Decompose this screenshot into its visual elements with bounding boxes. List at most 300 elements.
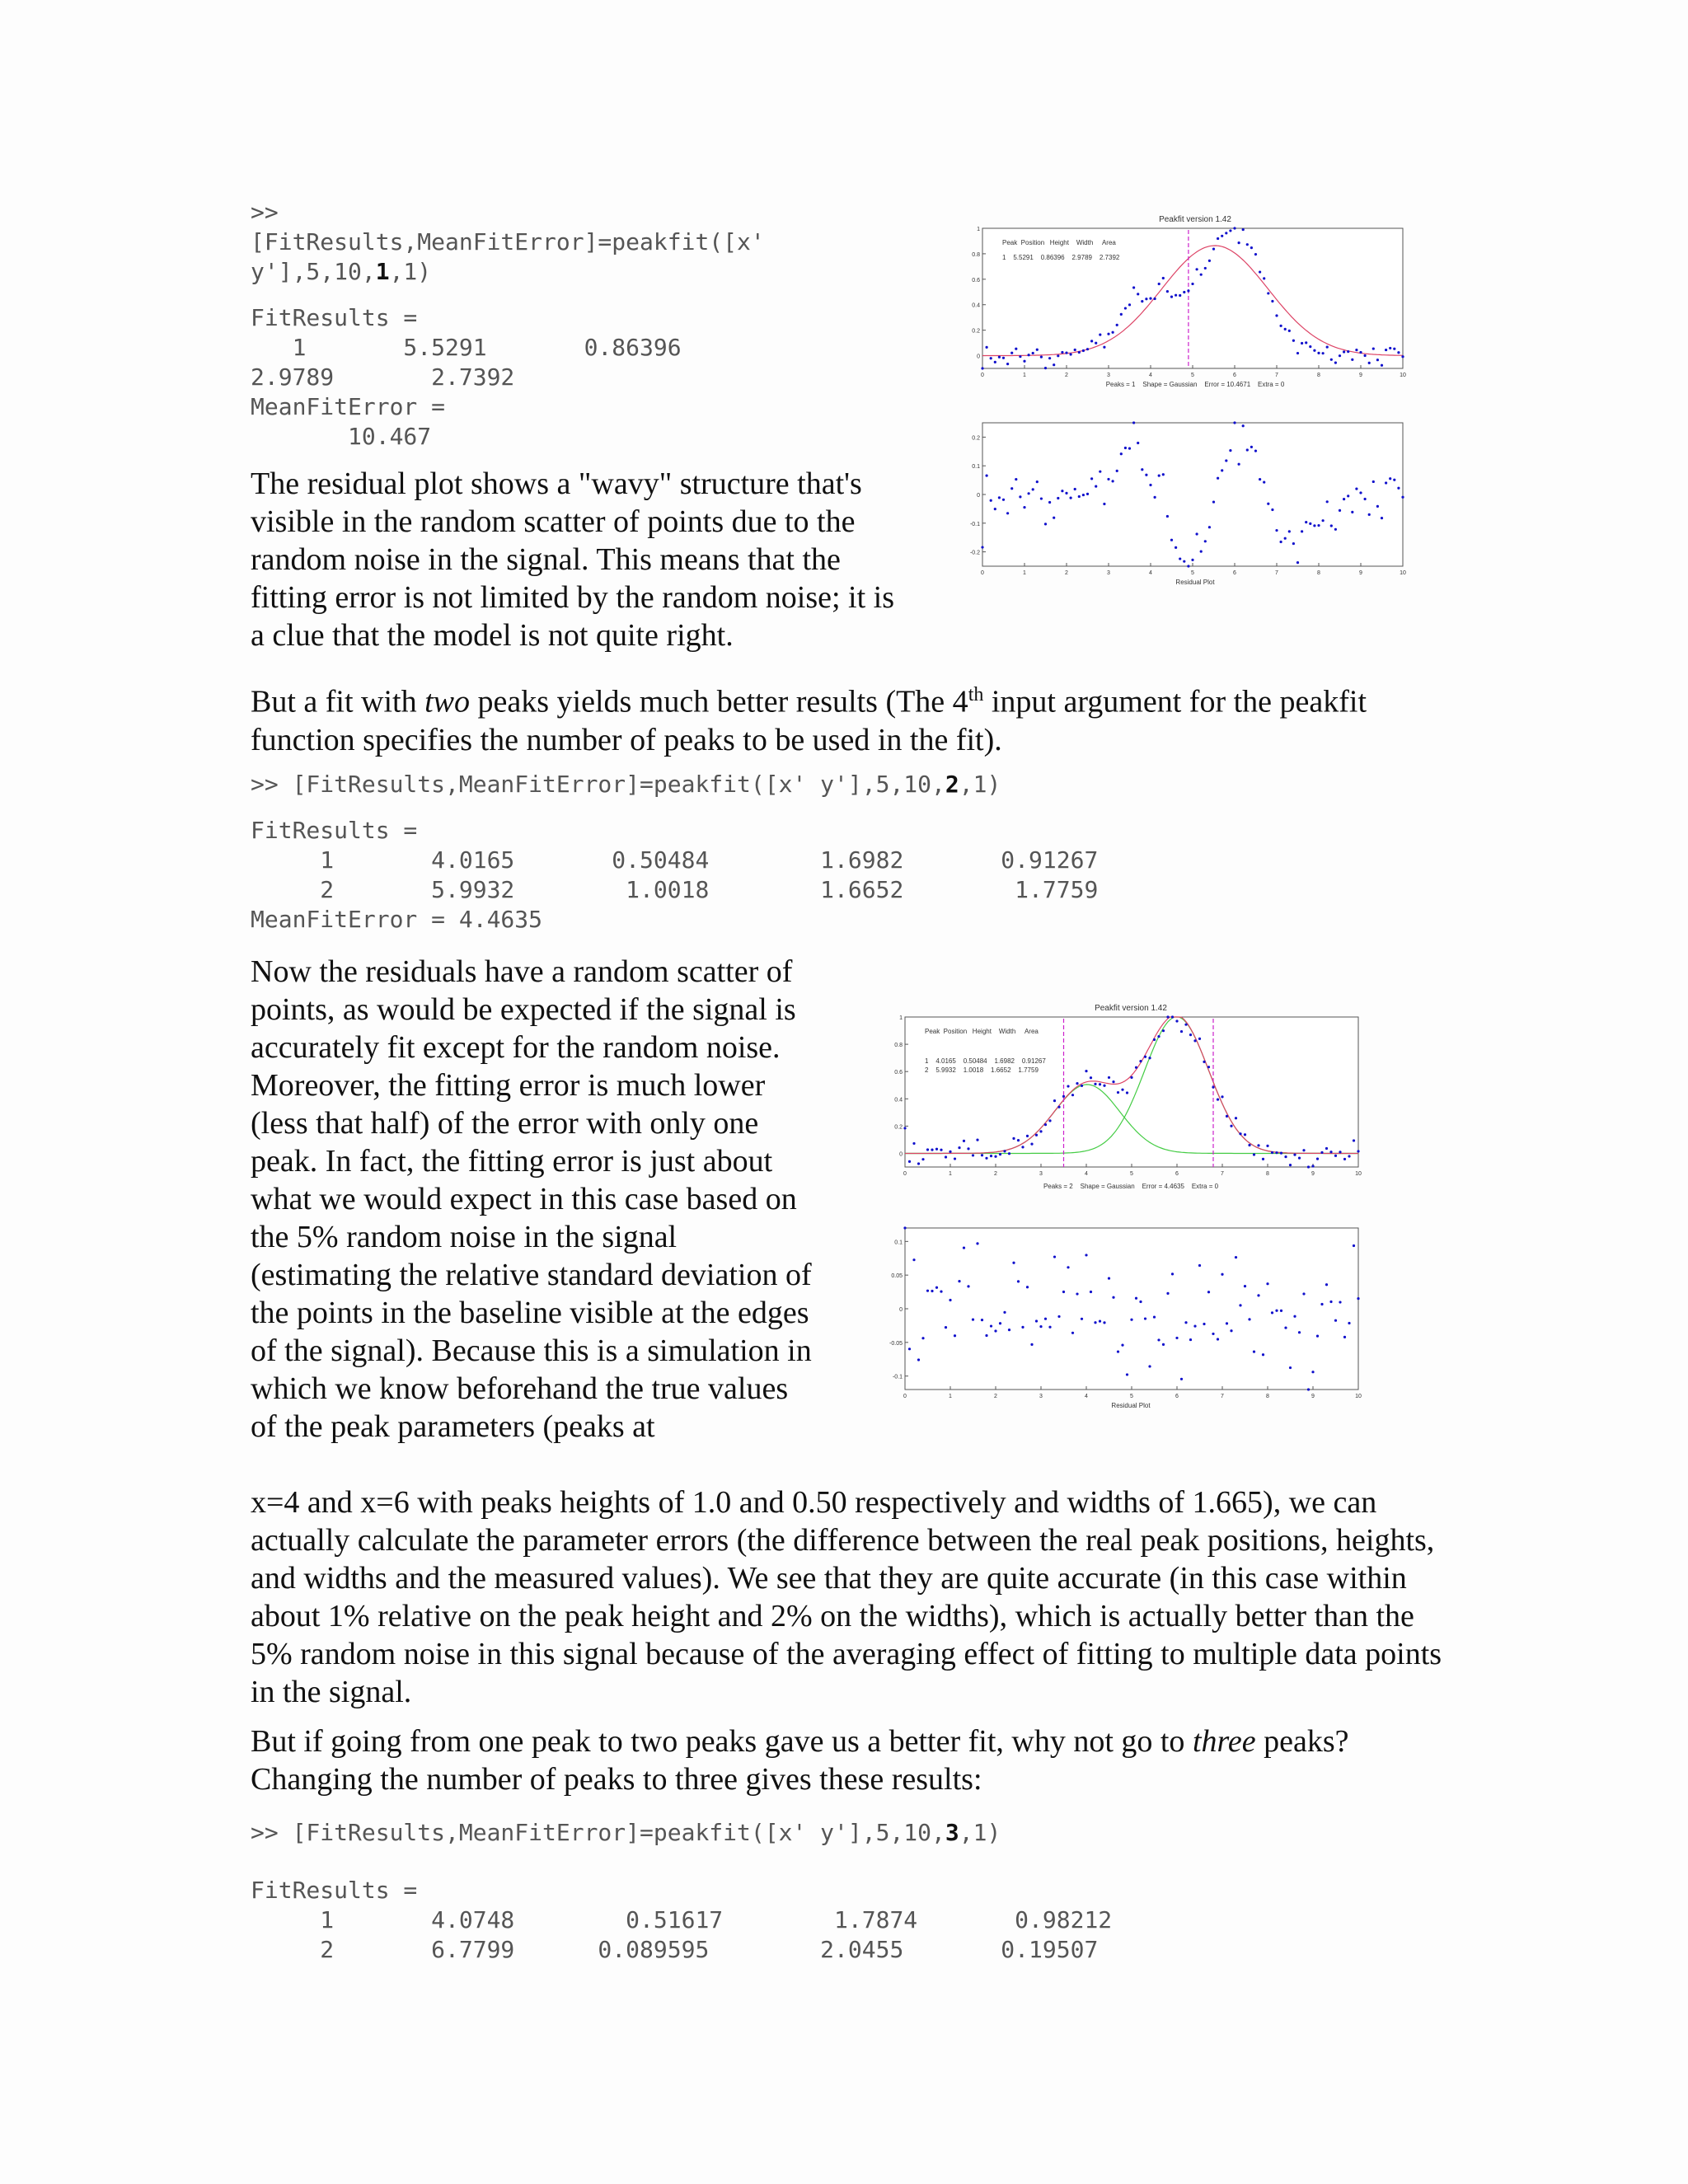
x-tick-label: 1 <box>1023 373 1026 378</box>
fig1-residual-point <box>1006 512 1009 514</box>
fig2-residual-point <box>1217 1338 1219 1340</box>
fig2-residual-point <box>1180 1378 1183 1380</box>
fig1-data-point <box>1322 352 1325 354</box>
fig2-data-point <box>1271 1151 1273 1154</box>
para4-a: But if going from one peak to two peaks gave us a better fit, why not go to <box>251 1724 1193 1759</box>
fig1-data-point <box>1065 352 1067 354</box>
fig1-data-point <box>1149 298 1151 300</box>
fig2-residual-point <box>981 1319 983 1321</box>
fig1-table-header: Peak Position Height Width Area <box>1002 239 1116 246</box>
fig2-residual-point <box>1108 1277 1110 1280</box>
fig1-data-point <box>1048 357 1051 359</box>
x-tick-label: 3 <box>1107 570 1110 576</box>
fig2-residual-label: Residual Plot <box>1111 1402 1151 1409</box>
y-tick-label: 0.4 <box>972 302 980 309</box>
fig2-data-point <box>1153 1038 1156 1041</box>
fig1-residual-point <box>1158 474 1160 476</box>
fig2-data-point <box>1298 1157 1301 1160</box>
res2-block <box>251 816 1098 935</box>
x-tick-label: 0 <box>903 1171 907 1177</box>
fig2-residual-point <box>1081 1318 1083 1320</box>
fig1-data-point <box>1191 283 1193 285</box>
fig1-residual-point <box>1221 469 1223 471</box>
fig1-residual-point <box>1292 542 1295 545</box>
y-tick-label: 0.2 <box>972 435 980 442</box>
fig1-residual-point <box>1154 496 1156 499</box>
fig1-data-point <box>1330 359 1333 361</box>
fig2-top-frame <box>905 1017 1358 1167</box>
fig2-residual-point <box>1135 1297 1137 1300</box>
x-tick-label: 1 <box>1023 570 1026 576</box>
fig2-data-point <box>1099 1083 1101 1085</box>
fig2-data-point <box>1103 1085 1105 1087</box>
fig2-data-point <box>1357 1150 1359 1152</box>
fig1-residual-point <box>1284 537 1287 540</box>
fig1-residual-point <box>1351 511 1353 513</box>
fig1-residual-point <box>1242 424 1245 427</box>
res2-mfe: MeanFitError = 4.4635 <box>251 906 543 933</box>
fig1-data-point <box>1070 353 1072 355</box>
fig1-residual-point <box>1170 539 1173 541</box>
fig2-residual-point <box>1162 1343 1165 1346</box>
fig1-data-point <box>1010 352 1013 354</box>
fig1-data-point <box>1393 348 1395 350</box>
fig1-data-point <box>1229 229 1231 232</box>
fig1-residual-point <box>1271 509 1273 511</box>
fig1-data-point <box>1208 260 1211 262</box>
fig2-data-point <box>1071 1094 1074 1096</box>
fig2-residual-point <box>1021 1326 1024 1329</box>
fig1-residual-point <box>1191 559 1193 561</box>
fig1-data-point <box>1301 342 1303 344</box>
fig1-residual-point <box>1015 478 1017 480</box>
fig1-residual-point <box>1225 459 1227 462</box>
fig2-data-point <box>976 1139 978 1141</box>
fig2-data-point <box>1280 1152 1282 1155</box>
fig1-data-point <box>1263 277 1265 279</box>
fig1-residual-point <box>1317 524 1320 527</box>
x-tick-label: 6 <box>1233 373 1236 378</box>
fig1-residual-point <box>1040 497 1043 499</box>
fig1-residual-point <box>1233 421 1236 424</box>
fig1-residual-point <box>1359 491 1362 494</box>
res3-block <box>251 1876 1112 1965</box>
fig1-residual-point <box>1275 529 1278 532</box>
x-tick-label: 7 <box>1221 1394 1224 1399</box>
fig1-residual-point <box>1162 473 1165 476</box>
y-tick-label: 0.8 <box>894 1043 903 1049</box>
y-tick-label: 0 <box>899 1307 903 1313</box>
fig1-residual-point <box>1326 500 1329 503</box>
x-tick-label: 6 <box>1175 1394 1179 1399</box>
fig1-data-point <box>1233 227 1236 229</box>
fig2-data-point <box>917 1162 920 1165</box>
fig2-res-frame <box>905 1228 1358 1390</box>
fig2-residual-point <box>1157 1338 1160 1341</box>
fig2-residual-point <box>1244 1285 1246 1287</box>
fig2-data-point <box>1021 1146 1024 1148</box>
fig2-residual-point <box>1121 1344 1123 1347</box>
fig2-residual-point <box>935 1286 938 1289</box>
fig2-residual-point <box>1112 1296 1114 1299</box>
res3-row-1: 1 4.0748 0.51617 1.7874 0.98212 <box>251 1906 1113 1933</box>
fig2-residual-point <box>1189 1338 1192 1341</box>
fig2-data-point <box>1302 1149 1305 1151</box>
cmd3-post: ,1) <box>959 1819 1001 1846</box>
fig2-residual-point <box>976 1242 978 1244</box>
fig2-data-point <box>1257 1144 1259 1146</box>
fig1-data-point <box>1196 268 1198 270</box>
res3-label: FitResults = <box>251 1877 418 1904</box>
fig2-data-point <box>1030 1142 1033 1145</box>
fig1-residual-point <box>1280 541 1282 543</box>
fig2-residual-point <box>1348 1322 1350 1324</box>
fig2-residual-point <box>1003 1311 1006 1314</box>
fig1-residual-point <box>1053 517 1055 519</box>
x-tick-label: 8 <box>1266 1171 1269 1177</box>
x-tick-label: 0 <box>903 1394 907 1399</box>
fig2-residual-point <box>1053 1255 1056 1258</box>
fig1-residual-point <box>1263 480 1265 483</box>
fig2-data-point <box>1329 1151 1332 1153</box>
fig2-data-point <box>1166 1015 1169 1018</box>
fig2-residual-point <box>1316 1335 1319 1338</box>
cmd1-peaks-arg: 1 <box>375 258 390 285</box>
fig2-data-point <box>1316 1158 1319 1160</box>
x-tick-label: 4 <box>1085 1394 1088 1399</box>
res3-row-2: 2 6.7799 0.089595 2.0455 0.19507 <box>251 1936 1099 1963</box>
fig1-data-point <box>1132 286 1135 288</box>
fig2-data-point <box>1226 1115 1228 1118</box>
fig1-data-point <box>1120 313 1123 316</box>
fig1-data-point <box>1154 298 1156 300</box>
x-tick-label: 7 <box>1221 1171 1224 1177</box>
fig1-data-point <box>1028 354 1030 356</box>
fig1-residual-point <box>1217 477 1219 480</box>
fig1-data-point <box>990 357 992 359</box>
fig2-residual-point <box>1334 1319 1337 1322</box>
fig1-data-point <box>1103 346 1105 349</box>
fig1-data-point <box>1032 352 1034 354</box>
fig2-residual-point <box>1126 1373 1128 1376</box>
fig1-data-point <box>1225 232 1227 234</box>
fig1-residual-point <box>1090 477 1093 480</box>
fig1-data-point <box>1343 350 1345 353</box>
fig1-residual-point <box>1061 490 1063 492</box>
fig2-residual-point <box>1166 1292 1169 1295</box>
para2-sup: th <box>968 684 984 705</box>
fig1-data-point <box>1364 354 1367 357</box>
fig1-residual-point <box>1254 450 1257 452</box>
para2-c: peaks yields much better results (The 4 <box>470 684 968 719</box>
fig2-residual-point <box>1230 1329 1232 1332</box>
fig1-residual-point <box>1032 488 1034 490</box>
fig1-residual-point <box>1355 488 1357 490</box>
x-tick-label: 6 <box>1233 570 1236 576</box>
fig1-data-point <box>1372 347 1375 349</box>
cmd2-pre: >> [FitResults,MeanFitError]=peakfit([x' y'],5,10, <box>251 771 945 798</box>
fig2-data-point <box>1085 1070 1087 1072</box>
x-tick-label: 0 <box>981 373 984 378</box>
y-tick-label: 1 <box>977 227 980 232</box>
fig1-data-point <box>1166 290 1169 293</box>
cmd3 <box>251 1818 1001 1848</box>
fig2-residual-point <box>1012 1262 1015 1264</box>
fig1-data-point <box>1238 241 1240 244</box>
fig2-status: Peaks = 2 Shape = Gaussian Error = 4.4635 Extra = 0 <box>1043 1183 1219 1190</box>
fig1-data-point <box>1015 348 1017 350</box>
fig2-residual-point <box>1307 1388 1310 1390</box>
fig1-residual-point <box>1288 530 1291 532</box>
res2-label: FitResults = <box>251 817 418 844</box>
fig2-data-point <box>908 1160 911 1163</box>
fig2-data-point <box>1189 1033 1192 1036</box>
fig1-residual-point <box>1330 524 1333 527</box>
para2 <box>251 676 1454 759</box>
y-tick-label: -0.05 <box>889 1340 903 1347</box>
x-tick-label: 2 <box>1065 570 1068 576</box>
y-tick-label: -0.1 <box>892 1374 903 1380</box>
fig1-data-point <box>1401 355 1404 358</box>
x-tick-label: 5 <box>1130 1171 1133 1177</box>
x-tick-label: 10 <box>1400 570 1406 576</box>
fig1-data-point <box>1397 351 1400 354</box>
fig1-residual-point <box>1187 565 1189 567</box>
fig1-residual-point <box>1112 480 1114 482</box>
cmd3-pre: >> [FitResults,MeanFitError]=peakfit([x' y'],5,10, <box>251 1819 945 1846</box>
fig1-residual-point <box>1385 481 1387 484</box>
fig1-data-point <box>1204 267 1207 269</box>
fig2-data-point <box>1044 1123 1047 1126</box>
fig1-residual-point <box>1381 517 1383 519</box>
fig1-residual-point <box>1322 519 1325 522</box>
fig1-residual-point <box>1372 480 1375 483</box>
fig2-data-point <box>1053 1099 1056 1102</box>
fig2-residual-point <box>985 1334 987 1337</box>
fig1-data-point <box>1305 341 1307 344</box>
fig1-residual-point <box>1267 503 1269 505</box>
x-tick-label: 9 <box>1359 570 1362 576</box>
fig1-data-point <box>1242 228 1245 231</box>
fig2-data-point <box>1339 1151 1341 1153</box>
fig2-residual-point <box>1298 1331 1301 1333</box>
fig1-data-point <box>986 346 988 349</box>
fig2-data-point <box>1090 1076 1092 1079</box>
fig2-data-point <box>967 1147 969 1150</box>
fig2-residual-point <box>1008 1329 1010 1331</box>
fig2-table-header: Peak Position Height Width Area <box>925 1028 1039 1035</box>
y-tick-label: 0.05 <box>891 1273 903 1280</box>
cmd1-line2-post: ,1) <box>389 258 432 285</box>
x-tick-label: 3 <box>1039 1171 1043 1177</box>
fig2-residual-point <box>1262 1353 1264 1356</box>
fig2-data-point <box>1135 1066 1137 1069</box>
fig2-residual-point <box>1026 1286 1029 1288</box>
fig2-data-point <box>1353 1139 1355 1141</box>
fig2-data-point <box>1184 1024 1187 1026</box>
fig1-data-point <box>1212 247 1215 250</box>
fig1-data-point <box>1006 363 1009 365</box>
y-tick-label: 0.8 <box>972 251 980 258</box>
fig1-data-point <box>1095 342 1097 344</box>
y-tick-label: 0.1 <box>972 464 980 471</box>
fig2-data-point <box>1076 1082 1078 1085</box>
fig2-residual-point <box>1103 1321 1105 1324</box>
fig2-residual-point <box>1090 1291 1092 1293</box>
fig2-data-point <box>1094 1083 1096 1085</box>
fig1-data-point <box>998 356 1001 359</box>
fig1-data-point <box>1053 363 1055 366</box>
fig1-res-frame <box>982 423 1403 566</box>
fig2-residual-point <box>1085 1254 1087 1256</box>
fig1-residual-point <box>1246 448 1249 451</box>
fig2-data-point <box>1144 1056 1146 1058</box>
fig1-data-point <box>1078 351 1081 354</box>
fig2-data-point <box>1307 1165 1310 1168</box>
fig1-residual-point <box>1343 498 1345 500</box>
fig2-residual-point <box>908 1347 911 1350</box>
fig2-residual-point <box>1266 1282 1268 1285</box>
fig2-data-point <box>1048 1119 1051 1122</box>
fig1-residual-point <box>1364 498 1367 500</box>
fig1-data-point <box>1183 291 1185 293</box>
fig1-residual-point <box>1137 442 1139 444</box>
fig1-residual-point <box>1107 478 1109 480</box>
fig1-data-point <box>994 361 996 363</box>
fig2-data-point <box>1289 1164 1292 1166</box>
fig2-data-point <box>1248 1144 1250 1146</box>
fig2-residual-point <box>972 1319 974 1321</box>
fig2-residual-point <box>958 1280 960 1282</box>
fig1-data-point <box>1271 300 1273 302</box>
fig1-residual-point <box>1204 540 1207 542</box>
fig2-data-point <box>1003 1150 1006 1152</box>
fig1-data-point <box>1389 347 1391 349</box>
x-tick-label: 4 <box>1149 373 1152 378</box>
fig1-residual-point <box>1401 496 1404 499</box>
fig2-residual-point <box>1030 1343 1033 1346</box>
para4-c: peaks? Changing the number of peaks to three gives these results: <box>251 1724 1349 1797</box>
x-tick-label: 7 <box>1275 373 1278 378</box>
fig1-residual-point <box>1002 499 1005 501</box>
fig1-data-point <box>1057 354 1059 357</box>
cmd2 <box>251 770 1001 799</box>
fig1-data-point <box>1158 283 1160 285</box>
fig2-data-point <box>1026 1135 1029 1137</box>
fig2-data-point <box>958 1146 960 1149</box>
fig2-residual-point <box>903 1226 906 1229</box>
y-tick-label: -0.1 <box>969 521 980 527</box>
fig1-data-point <box>1267 292 1269 294</box>
fig2-data-point <box>1262 1158 1264 1160</box>
fig1-data-point <box>1292 340 1295 342</box>
cmd2-post: ,1) <box>959 771 1001 798</box>
fig2-data-point <box>1284 1155 1287 1158</box>
fig1-data-point <box>1141 300 1143 302</box>
fig1-data-point <box>1334 362 1337 364</box>
fig2-data-point <box>990 1155 992 1157</box>
fig1-residual-point <box>1238 463 1240 466</box>
fig1-residual-point <box>1296 561 1299 564</box>
y-tick-label: 0 <box>899 1151 903 1158</box>
fig2-residual-point <box>1280 1310 1282 1312</box>
cmd3-peaks-arg: 3 <box>945 1819 959 1846</box>
fig1-data-point <box>1124 307 1127 309</box>
fig2-data-point <box>994 1155 996 1158</box>
y-tick-label: 0 <box>977 354 980 360</box>
x-tick-label: 5 <box>1191 570 1194 576</box>
fig2-residual-point <box>931 1290 933 1292</box>
x-tick-label: 2 <box>994 1394 997 1399</box>
fig1-residual-point <box>1028 492 1030 494</box>
x-tick-label: 2 <box>1065 373 1068 378</box>
fig1-data-point <box>1288 330 1291 332</box>
fig2-residual-point <box>1257 1294 1259 1296</box>
fig1-residual-point <box>1250 446 1253 448</box>
fig2-residual-point <box>1062 1291 1065 1293</box>
fig1-residual-point <box>1023 506 1025 509</box>
fig1-residual-point <box>1208 526 1211 528</box>
fig2-residual-point <box>1094 1321 1096 1324</box>
res1-label: FitResults = <box>251 304 418 331</box>
fig2-data-point <box>921 1158 924 1160</box>
fig1-residual-point <box>1376 505 1379 508</box>
fig2-residual-point <box>1184 1321 1187 1324</box>
para2-emph: two <box>424 684 471 719</box>
fig1-title: Peakfit version 1.42 <box>1159 215 1231 224</box>
fig1-data-point <box>1246 243 1249 246</box>
fig1-data-point <box>1275 314 1278 316</box>
fig2-residual-point <box>1212 1333 1214 1335</box>
fig2-residual-point <box>1193 1324 1196 1327</box>
fig1-residual-label: Residual Plot <box>1175 579 1215 586</box>
fig2-residual-point <box>1248 1318 1250 1320</box>
fig2-table-row-2: 2 5.9932 1.0018 1.6652 1.7759 <box>925 1066 1039 1074</box>
fig2-residual-point <box>949 1299 951 1301</box>
fig2-residual-point <box>1148 1365 1151 1367</box>
para4-emph: three <box>1192 1724 1256 1759</box>
para1: The residual plot shows a "wavy" structure that's visible in the random scatter of points due to the random noise in the signal. This means that the fitting error is not limited by the random noise; it is a clue that the model is not quite right. <box>251 466 895 653</box>
x-tick-label: 5 <box>1191 373 1194 378</box>
fig2-residual-point <box>1293 1315 1296 1318</box>
fig2-residual-point <box>1239 1304 1241 1306</box>
fig2-data-point <box>1139 1060 1142 1062</box>
fig2-data-point <box>912 1142 915 1145</box>
fig2-data-point <box>1039 1130 1042 1132</box>
fig2-data-point <box>1253 1153 1255 1155</box>
fig1-residual-point <box>1309 523 1311 525</box>
fig1-residual-point <box>1124 447 1127 449</box>
fig2-residual-point <box>1039 1325 1042 1328</box>
fig1-residual-point <box>1132 421 1135 424</box>
fig1-residual-point <box>1212 500 1215 503</box>
fig2-data-point <box>1230 1125 1232 1127</box>
fig2-data-point <box>1162 1029 1165 1032</box>
fig2-residual-point <box>1198 1264 1201 1267</box>
x-tick-label: 7 <box>1275 570 1278 576</box>
fig2-residual-point <box>1253 1350 1255 1352</box>
fig2-residual-point <box>1302 1292 1305 1295</box>
fig1-residual-point <box>1175 546 1177 549</box>
res1-block <box>251 303 682 452</box>
fig1-data-point <box>1170 296 1173 298</box>
fig1-residual-point <box>994 508 996 510</box>
fig2-data-point <box>1017 1139 1020 1141</box>
fig2-data-point <box>1057 1106 1060 1108</box>
fig2-residual-point <box>1139 1301 1142 1303</box>
fig2-data-point <box>1207 1066 1210 1068</box>
fig2-residual-point <box>1343 1336 1346 1338</box>
